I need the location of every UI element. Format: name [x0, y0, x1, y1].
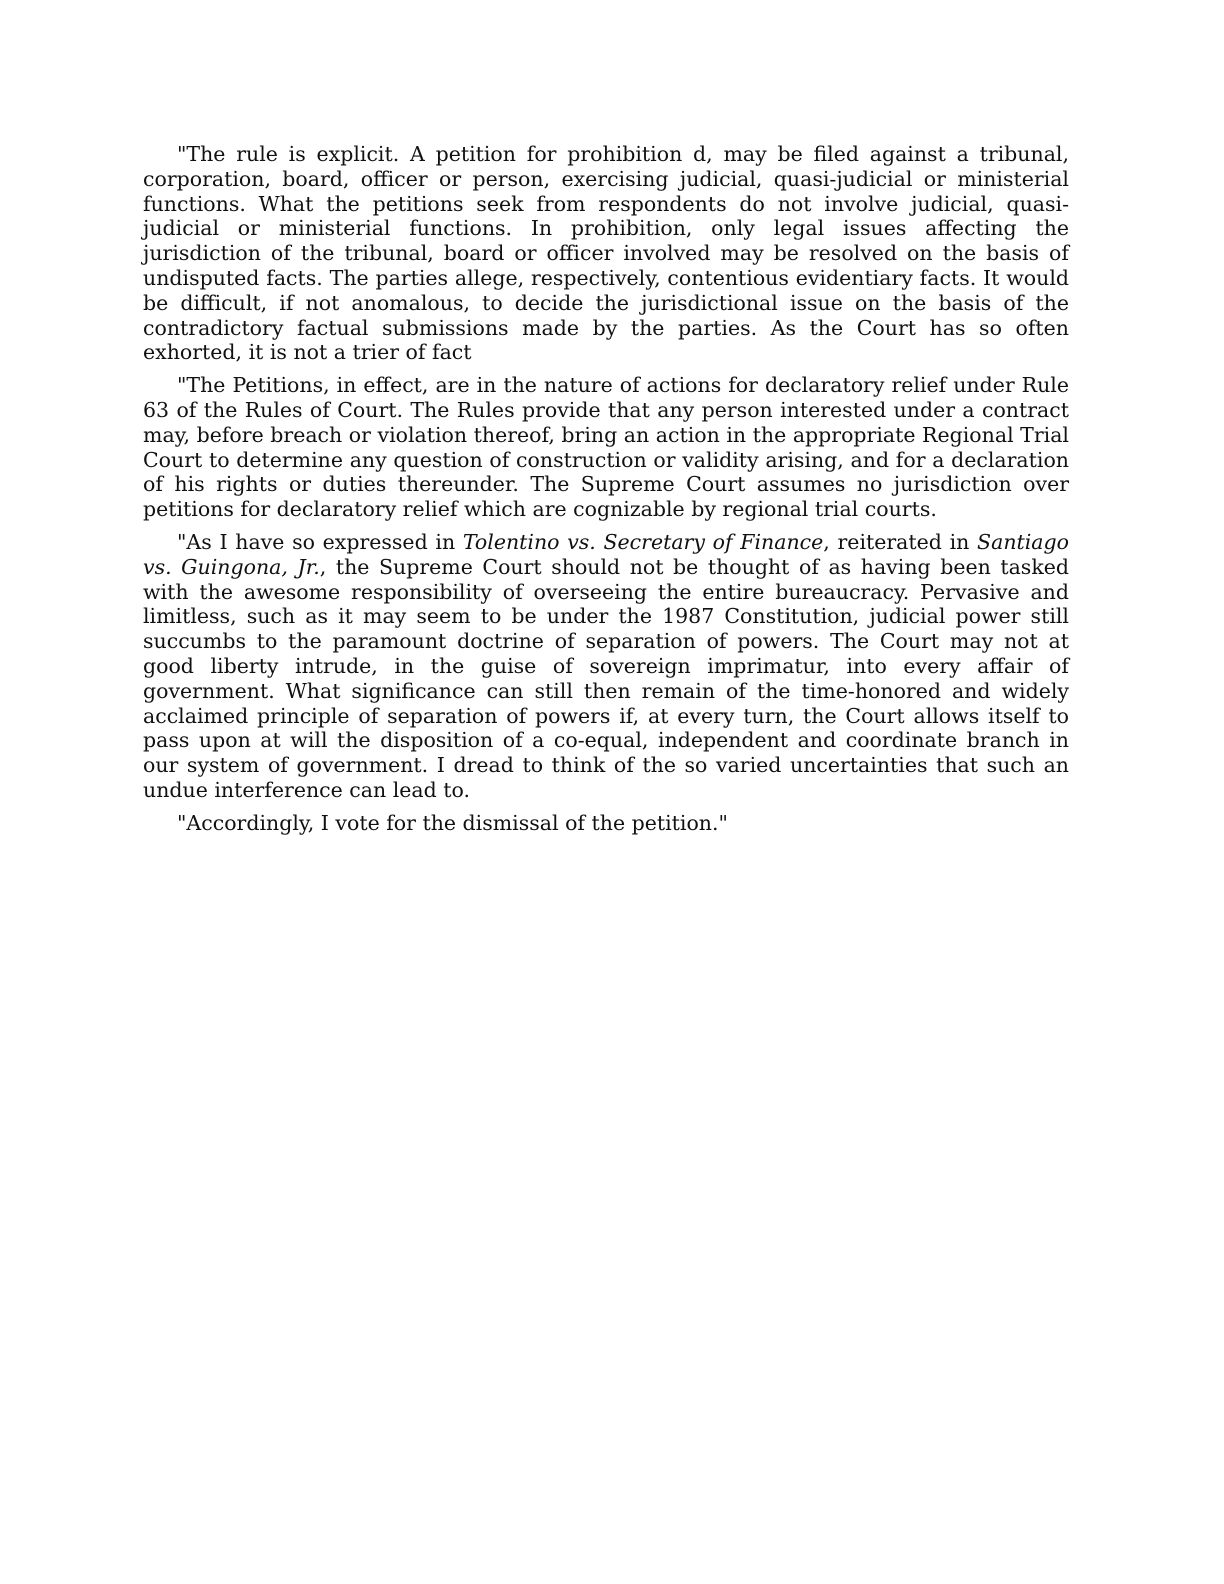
paragraph-declaratory-relief: [143, 373, 1069, 522]
text-segment: , the Supreme Court should not be thought of as having been tasked with the awesome responsibility of overseeing the entire bureaucracy. Pervasive and limitless, such as it may seem to be under the 1987 Constitution, judicial power still succumbs to the paramount doctrine of separation of powers. The Court may not at good liberty intrude, in the guise of sovereign imprimatur, into every affair of government. What significance can still then remain of the time-honored and widely acclaimed principle of separation of powers if, at every turn, the Court allows itself to pass upon at will the disposition of a co-equal, independent and coordinate branch in our system of government. I dread to think of the so varied uncertainties that such an undue interference can lead to.: [143, 554, 1069, 802]
text-segment: , reiterated in: [823, 529, 978, 554]
text-segment: "Accordingly, I vote for the dismissal of the petition.": [177, 810, 728, 835]
case-citation-tolentino: Tolentino vs. Secretary of Finance: [462, 529, 824, 554]
text-segment: "The Petitions, in effect, are in the nature of actions for declaratory relief under Rule 63 of the Rules of Court. The Rules provide that any person interested under a contract may, before breach or violation thereof, bring an action in the appropriate Regional Trial Court to determine any question of construction or validity arising, and for a declaration of his rights or duties thereunder. The Supreme Court assumes no jurisdiction over petitions for declaratory relief which are cognizable by regional trial courts.: [143, 373, 1069, 522]
paragraph-prohibition: [143, 142, 1069, 365]
paragraph-vote: [143, 811, 1069, 836]
case-citation-santiago: Santiago vs. Guingona, Jr.: [143, 529, 1069, 579]
text-segment: "The rule is explicit. A petition for prohibition d, may be filed against a tribunal, corporation, board, officer or person, exercising judicial, quasi-judicial or ministerial functions. What the petitions seek from respondents do not involve judicial, quasi-judicial or ministerial functions. In prohibition, only legal issues affecting the jurisdiction of the tribunal, board or officer involved may be resolved on the basis of undisputed facts. The parties allege, respectively, contentious evidentiary facts. It would be difficult, if not anomalous, to decide the jurisdictional issue on the basis of the contradictory factual submissions made by the parties. As the Court has so often exhorted, it is not a trier of fact: [143, 142, 1069, 365]
document-page: [143, 142, 1069, 836]
paragraph-separation-of-powers: [143, 530, 1069, 803]
text-segment: "As I have so expressed in: [177, 529, 463, 554]
